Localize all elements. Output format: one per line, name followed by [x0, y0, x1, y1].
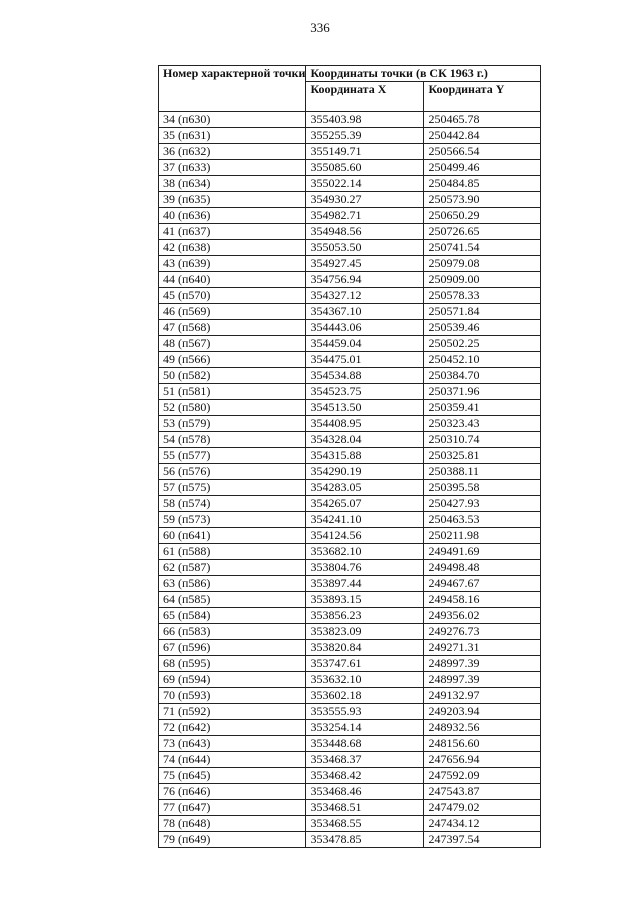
coordinate-x-cell: 354948.56	[306, 224, 424, 240]
table-row	[159, 352, 541, 368]
coordinate-x-cell: 353468.51	[306, 800, 424, 816]
table-row	[159, 240, 541, 256]
coordinate-y-cell: 250741.54	[424, 240, 541, 256]
point-number-cell: 75 (п645)	[159, 768, 306, 784]
point-number-cell: 61 (п588)	[159, 544, 306, 560]
table-header-row	[159, 66, 541, 82]
table-row	[159, 368, 541, 384]
coordinate-x-cell: 354534.88	[306, 368, 424, 384]
point-number-cell: 72 (п642)	[159, 720, 306, 736]
coordinate-x-cell: 353747.61	[306, 656, 424, 672]
coordinate-x-cell: 353820.84	[306, 640, 424, 656]
table-row	[159, 304, 541, 320]
coordinate-y-cell: 249356.02	[424, 608, 541, 624]
coordinate-x-cell: 353254.14	[306, 720, 424, 736]
point-number-cell: 64 (п585)	[159, 592, 306, 608]
point-number-cell: 44 (п640)	[159, 272, 306, 288]
table-row	[159, 384, 541, 400]
table-row	[159, 720, 541, 736]
coordinate-y-cell: 250909.00	[424, 272, 541, 288]
table-row	[159, 528, 541, 544]
point-number-cell: 71 (п592)	[159, 704, 306, 720]
table-row	[159, 768, 541, 784]
coordinate-y-cell: 250484.85	[424, 176, 541, 192]
table-row	[159, 512, 541, 528]
point-number-cell: 47 (п568)	[159, 320, 306, 336]
table-row	[159, 336, 541, 352]
coordinate-x-cell: 354523.75	[306, 384, 424, 400]
table-row	[159, 176, 541, 192]
coordinate-y-cell: 250325.81	[424, 448, 541, 464]
point-number-cell: 45 (п570)	[159, 288, 306, 304]
coordinate-x-cell: 355403.98	[306, 112, 424, 128]
table-row	[159, 112, 541, 128]
table-row	[159, 496, 541, 512]
coordinate-x-cell: 353555.93	[306, 704, 424, 720]
header-coordinate-x: Координата X	[306, 82, 424, 112]
table-row	[159, 592, 541, 608]
table-row	[159, 672, 541, 688]
table-row	[159, 832, 541, 848]
point-number-cell: 34 (п630)	[159, 112, 306, 128]
point-number-cell: 38 (п634)	[159, 176, 306, 192]
coordinate-y-cell: 249271.31	[424, 640, 541, 656]
coordinate-x-cell: 353468.42	[306, 768, 424, 784]
coordinate-x-cell: 354408.95	[306, 416, 424, 432]
coordinate-x-cell: 355255.39	[306, 128, 424, 144]
point-number-cell: 68 (п595)	[159, 656, 306, 672]
table-row	[159, 288, 541, 304]
point-number-cell: 43 (п639)	[159, 256, 306, 272]
coordinate-y-cell: 250211.98	[424, 528, 541, 544]
coordinate-y-cell: 250384.70	[424, 368, 541, 384]
point-number-cell: 54 (п578)	[159, 432, 306, 448]
point-number-cell: 39 (п635)	[159, 192, 306, 208]
coordinate-y-cell: 250979.08	[424, 256, 541, 272]
coordinate-y-cell: 250310.74	[424, 432, 541, 448]
coordinate-y-cell: 250442.84	[424, 128, 541, 144]
coordinate-x-cell: 353682.10	[306, 544, 424, 560]
coordinate-x-cell: 354290.19	[306, 464, 424, 480]
table-row	[159, 576, 541, 592]
coordinate-x-cell: 354265.07	[306, 496, 424, 512]
point-number-cell: 40 (п636)	[159, 208, 306, 224]
coordinate-x-cell: 353804.76	[306, 560, 424, 576]
coordinate-y-cell: 250502.25	[424, 336, 541, 352]
coordinate-x-cell: 353602.18	[306, 688, 424, 704]
coordinate-y-cell: 249203.94	[424, 704, 541, 720]
coordinate-x-cell: 353478.85	[306, 832, 424, 848]
table-row	[159, 224, 541, 240]
point-number-cell: 53 (п579)	[159, 416, 306, 432]
coordinate-x-cell: 354124.56	[306, 528, 424, 544]
table-row	[159, 256, 541, 272]
point-number-cell: 76 (п646)	[159, 784, 306, 800]
table-row	[159, 272, 541, 288]
table-row	[159, 144, 541, 160]
point-number-cell: 67 (п596)	[159, 640, 306, 656]
point-number-cell: 49 (п566)	[159, 352, 306, 368]
coordinate-y-cell: 248932.56	[424, 720, 541, 736]
coordinate-y-cell: 247434.12	[424, 816, 541, 832]
point-number-cell: 70 (п593)	[159, 688, 306, 704]
table-row	[159, 432, 541, 448]
coordinate-y-cell: 247479.02	[424, 800, 541, 816]
page-number: 336	[310, 20, 330, 35]
coordinate-y-cell: 250573.90	[424, 192, 541, 208]
table-row	[159, 688, 541, 704]
table-row	[159, 464, 541, 480]
point-number-cell: 57 (п575)	[159, 480, 306, 496]
point-number-cell: 78 (п648)	[159, 816, 306, 832]
point-number-cell: 73 (п643)	[159, 736, 306, 752]
point-number-cell: 59 (п573)	[159, 512, 306, 528]
point-number-cell: 58 (п574)	[159, 496, 306, 512]
table-row	[159, 784, 541, 800]
header-point-number: Номер характерной точки	[159, 66, 306, 112]
point-number-cell: 66 (п583)	[159, 624, 306, 640]
point-number-cell: 60 (п641)	[159, 528, 306, 544]
coordinate-y-cell: 250395.58	[424, 480, 541, 496]
coordinate-y-cell: 250463.53	[424, 512, 541, 528]
table-row	[159, 480, 541, 496]
coordinate-y-cell: 250650.29	[424, 208, 541, 224]
coordinate-x-cell: 354327.12	[306, 288, 424, 304]
point-number-cell: 50 (п582)	[159, 368, 306, 384]
coordinate-y-cell: 250571.84	[424, 304, 541, 320]
point-number-cell: 35 (п631)	[159, 128, 306, 144]
point-number-cell: 63 (п586)	[159, 576, 306, 592]
coordinate-y-cell: 249491.69	[424, 544, 541, 560]
table-row	[159, 208, 541, 224]
coordinate-y-cell: 249467.67	[424, 576, 541, 592]
coordinate-y-cell: 249498.48	[424, 560, 541, 576]
table-row	[159, 704, 541, 720]
point-number-cell: 62 (п587)	[159, 560, 306, 576]
coordinate-x-cell: 353448.68	[306, 736, 424, 752]
coordinate-x-cell: 355053.50	[306, 240, 424, 256]
coordinate-y-cell: 250359.41	[424, 400, 541, 416]
point-number-cell: 65 (п584)	[159, 608, 306, 624]
coordinate-y-cell: 249458.16	[424, 592, 541, 608]
coordinate-x-cell: 353468.37	[306, 752, 424, 768]
table-row	[159, 320, 541, 336]
point-number-cell: 55 (п577)	[159, 448, 306, 464]
coordinate-x-cell: 354443.06	[306, 320, 424, 336]
coordinate-y-cell: 247656.94	[424, 752, 541, 768]
coordinate-y-cell: 250371.96	[424, 384, 541, 400]
coordinate-y-cell: 247543.87	[424, 784, 541, 800]
coordinate-y-cell: 248997.39	[424, 672, 541, 688]
table-row	[159, 416, 541, 432]
table-row	[159, 640, 541, 656]
table-row	[159, 448, 541, 464]
point-number-cell: 51 (п581)	[159, 384, 306, 400]
coordinate-x-cell: 354241.10	[306, 512, 424, 528]
coordinate-x-cell: 353893.15	[306, 592, 424, 608]
coordinate-y-cell: 250388.11	[424, 464, 541, 480]
table-row	[159, 160, 541, 176]
table-row	[159, 192, 541, 208]
coordinate-x-cell: 355149.71	[306, 144, 424, 160]
table-row	[159, 624, 541, 640]
coordinate-y-cell: 250452.10	[424, 352, 541, 368]
coordinate-y-cell: 250578.33	[424, 288, 541, 304]
coordinate-x-cell: 354315.88	[306, 448, 424, 464]
header-coordinate-y: Координата Y	[424, 82, 541, 112]
point-number-cell: 56 (п576)	[159, 464, 306, 480]
coordinate-y-cell: 250499.46	[424, 160, 541, 176]
coordinate-x-cell: 354982.71	[306, 208, 424, 224]
table-row	[159, 128, 541, 144]
point-number-cell: 52 (п580)	[159, 400, 306, 416]
coordinate-x-cell: 354927.45	[306, 256, 424, 272]
point-number-cell: 69 (п594)	[159, 672, 306, 688]
table-row	[159, 816, 541, 832]
point-number-cell: 79 (п649)	[159, 832, 306, 848]
coordinate-y-cell: 250539.46	[424, 320, 541, 336]
coordinate-x-cell: 354367.10	[306, 304, 424, 320]
coordinate-x-cell: 353468.46	[306, 784, 424, 800]
coordinates-table	[158, 65, 541, 848]
coordinate-x-cell: 353897.44	[306, 576, 424, 592]
coordinate-x-cell: 355085.60	[306, 160, 424, 176]
point-number-cell: 77 (п647)	[159, 800, 306, 816]
point-number-cell: 46 (п569)	[159, 304, 306, 320]
coordinate-x-cell: 354756.94	[306, 272, 424, 288]
table-row	[159, 544, 541, 560]
table-row	[159, 656, 541, 672]
coordinate-x-cell: 353856.23	[306, 608, 424, 624]
coordinate-x-cell: 353823.09	[306, 624, 424, 640]
coordinate-y-cell: 250427.93	[424, 496, 541, 512]
point-number-cell: 36 (п632)	[159, 144, 306, 160]
table-row	[159, 800, 541, 816]
coordinate-x-cell: 354930.27	[306, 192, 424, 208]
point-number-cell: 41 (п637)	[159, 224, 306, 240]
coordinate-x-cell: 354283.05	[306, 480, 424, 496]
coordinate-x-cell: 353468.55	[306, 816, 424, 832]
point-number-cell: 48 (п567)	[159, 336, 306, 352]
coordinate-y-cell: 250465.78	[424, 112, 541, 128]
point-number-cell: 74 (п644)	[159, 752, 306, 768]
point-number-cell: 37 (п633)	[159, 160, 306, 176]
table-row	[159, 736, 541, 752]
coordinate-x-cell: 354459.04	[306, 336, 424, 352]
point-number-cell: 42 (п638)	[159, 240, 306, 256]
coordinate-y-cell: 247592.09	[424, 768, 541, 784]
table-row	[159, 560, 541, 576]
coordinate-y-cell: 250323.43	[424, 416, 541, 432]
coordinate-x-cell: 354328.04	[306, 432, 424, 448]
table-body	[159, 112, 541, 848]
coordinate-y-cell: 248997.39	[424, 656, 541, 672]
coordinate-y-cell: 249276.73	[424, 624, 541, 640]
coordinate-x-cell: 354475.01	[306, 352, 424, 368]
coordinate-y-cell: 250726.65	[424, 224, 541, 240]
header-coordinates-group: Координаты точки (в СК 1963 г.)	[306, 66, 541, 82]
coordinate-y-cell: 249132.97	[424, 688, 541, 704]
coordinate-x-cell: 354513.50	[306, 400, 424, 416]
coordinate-y-cell: 248156.60	[424, 736, 541, 752]
table-row	[159, 400, 541, 416]
table-row	[159, 608, 541, 624]
coordinate-x-cell: 353632.10	[306, 672, 424, 688]
coordinate-y-cell: 247397.54	[424, 832, 541, 848]
coordinate-x-cell: 355022.14	[306, 176, 424, 192]
table-row	[159, 752, 541, 768]
coordinate-y-cell: 250566.54	[424, 144, 541, 160]
